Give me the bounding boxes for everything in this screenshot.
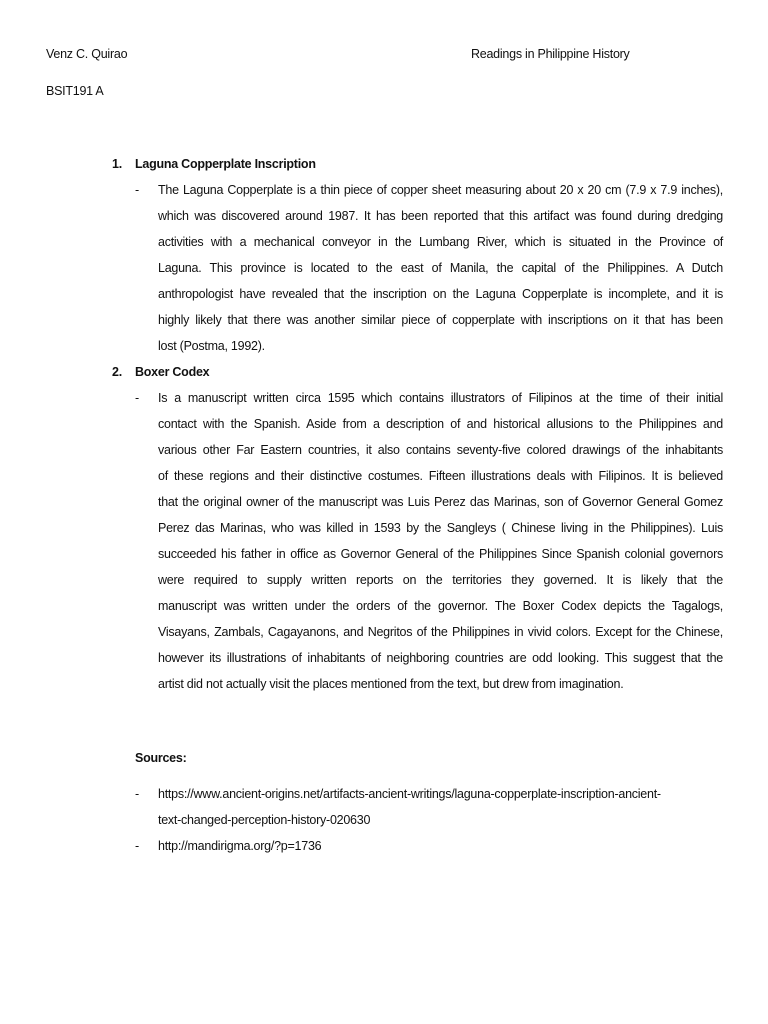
author-name: Venz C. Quirao xyxy=(46,47,128,61)
paragraph-line: lost (Postma, 1992). xyxy=(158,339,265,353)
sources-heading: Sources: xyxy=(135,751,187,765)
paragraph-line: contact with the Spanish. Aside from a description of and historical allusions to the Philippines and xyxy=(158,417,723,431)
paragraph-line: artist did not actually visit the places mentioned from the text, but drew from imagination. xyxy=(158,677,624,691)
paragraph-line: that the original owner of the manuscript was Luis Perez das Marinas, son of Governor General Gomez xyxy=(158,495,723,509)
paragraph-line: however its illustrations of inhabitants of neighboring countries are odd looking. This suggest that the xyxy=(158,651,723,665)
paragraph-line: were required to supply written reports on the territories they governed. It is likely that the xyxy=(158,573,723,587)
paragraph-line: anthropologist have revealed that the inscription on the Laguna Copperplate is incomplete, and it is xyxy=(158,287,723,301)
source-link-continuation[interactable]: text-changed-perception-history-020630 xyxy=(158,813,371,827)
paragraph-line: Laguna. This province is located to the east of Manila, the capital of the Philippines. A Dutch xyxy=(158,261,723,275)
paragraph-line: Is a manuscript written circa 1595 which contains illustrators of Filipinos at the time of their initial xyxy=(158,391,723,405)
item-title: Boxer Codex xyxy=(135,365,210,379)
bullet-dash: - xyxy=(135,183,139,197)
bullet-dash: - xyxy=(135,787,139,801)
source-link[interactable]: https://www.ancient-origins.net/artifacts-ancient-writings/laguna-copperplate-inscription-ancient- xyxy=(158,787,661,801)
paragraph-line: Perez das Marinas, who was killed in 1593 by the Sangleys ( Chinese living in the Philippines). Luis xyxy=(158,521,723,535)
paragraph-line: which was discovered around 1987. It has been reported that this artifact was found during dredging xyxy=(158,209,723,223)
paragraph-line: activities with a mechanical conveyor in the Lumbang River, which is situated in the Province of xyxy=(158,235,723,249)
paragraph-line: various other Far Eastern countries, it also contains seventy-five colored drawings of the inhabitants xyxy=(158,443,723,457)
course-title: Readings in Philippine History xyxy=(471,47,630,61)
bullet-dash: - xyxy=(135,839,139,853)
paragraph-line: The Laguna Copperplate is a thin piece of copper sheet measuring about 20 x 20 cm (7.9 x 7.9 inches), xyxy=(158,183,723,197)
item-number: 2. xyxy=(112,365,122,379)
paragraph-line: Visayans, Zambals, Cagayanons, and Negritos of the Philippines in vivid colors. Except for the Chinese, xyxy=(158,625,723,639)
section-label: BSIT191 A xyxy=(46,84,104,98)
paragraph-line: highly likely that there was another similar piece of copperplate with inscriptions on it that has been xyxy=(158,313,723,327)
item-title: Laguna Copperplate Inscription xyxy=(135,157,316,171)
paragraph-line: succeeded his father in office as Governor General of the Philippines Since Spanish colonial governors xyxy=(158,547,723,561)
bullet-dash: - xyxy=(135,391,139,405)
item-number: 1. xyxy=(112,157,122,171)
source-link[interactable]: http://mandirigma.org/?p=1736 xyxy=(158,839,322,853)
paragraph-line: manuscript was written under the orders of the governor. The Boxer Codex depicts the Tagalogs, xyxy=(158,599,723,613)
paragraph-line: of these regions and their distinctive costumes. Fifteen illustrations deals with Filipinos. It is believed xyxy=(158,469,723,483)
